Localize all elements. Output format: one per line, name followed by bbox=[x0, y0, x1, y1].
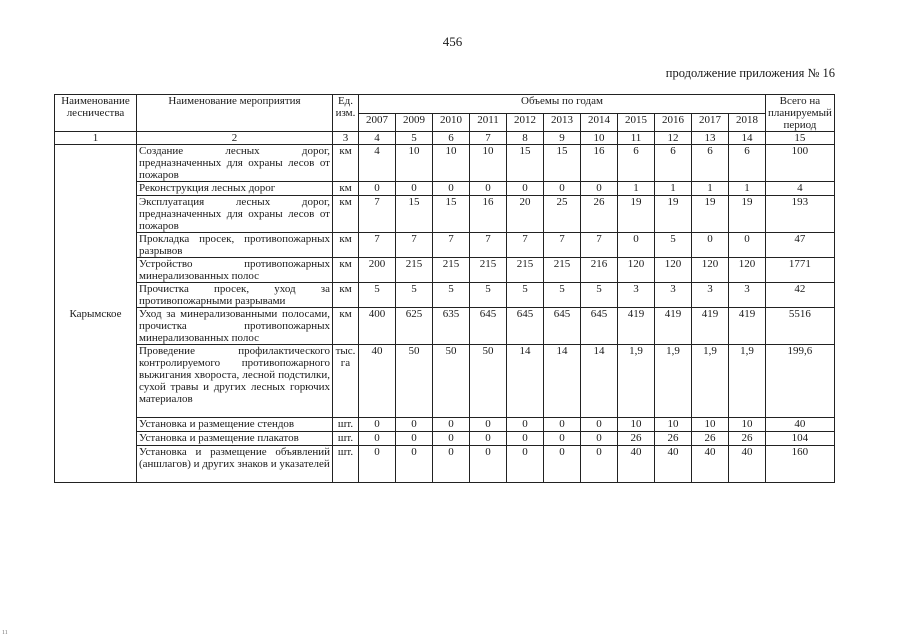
header-activity: Наименование мероприятия bbox=[137, 95, 333, 132]
volume-cell: 10 bbox=[618, 418, 655, 432]
volume-cell: 6 bbox=[618, 145, 655, 182]
appendix-note: продолжение приложения № 16 bbox=[665, 66, 835, 80]
unit-cell: км bbox=[333, 283, 359, 308]
volume-cell: 5 bbox=[433, 283, 470, 308]
column-number-cell: 8 bbox=[507, 132, 544, 145]
activity-name-cell: Устройство противопожарных минерализованных полос bbox=[137, 258, 333, 283]
activity-name-cell: Эксплуатация лесных дорог, предназначенных для охраны лесов от пожаров bbox=[137, 196, 333, 233]
header-row bbox=[55, 95, 835, 114]
volume-cell: 1,9 bbox=[655, 345, 692, 418]
volume-cell: 5 bbox=[396, 283, 433, 308]
volume-cell: 19 bbox=[655, 196, 692, 233]
volume-cell: 7 bbox=[581, 233, 618, 258]
table-row bbox=[55, 258, 835, 283]
volume-cell: 0 bbox=[396, 432, 433, 446]
volume-cell: 19 bbox=[692, 196, 729, 233]
activity-name-cell: Установка и размещение плакатов bbox=[137, 432, 333, 446]
volume-cell: 0 bbox=[433, 418, 470, 432]
volume-cell: 0 bbox=[544, 432, 581, 446]
unit-cell: км bbox=[333, 233, 359, 258]
table-row bbox=[55, 233, 835, 258]
volume-cell: 19 bbox=[729, 196, 766, 233]
volume-cell: 14 bbox=[544, 345, 581, 418]
year-header-cell: 2010 bbox=[433, 113, 470, 132]
volume-cell: 5 bbox=[507, 283, 544, 308]
volume-cell: 1,9 bbox=[618, 345, 655, 418]
volume-cell: 7 bbox=[359, 196, 396, 233]
volume-cell: 7 bbox=[433, 233, 470, 258]
volume-cell: 6 bbox=[692, 145, 729, 182]
volume-cell: 215 bbox=[396, 258, 433, 283]
table-row bbox=[55, 345, 835, 418]
volume-cell: 215 bbox=[433, 258, 470, 283]
unit-cell: км bbox=[333, 145, 359, 182]
volume-cell: 419 bbox=[655, 308, 692, 345]
unit-cell: км bbox=[333, 308, 359, 345]
volume-cell: 120 bbox=[618, 258, 655, 283]
volume-cell: 25 bbox=[544, 196, 581, 233]
volume-cell: 40 bbox=[729, 446, 766, 483]
total-cell: 4 bbox=[766, 182, 835, 196]
volume-cell: 0 bbox=[433, 446, 470, 483]
column-number-cell: 2 bbox=[137, 132, 333, 145]
volume-cell: 10 bbox=[396, 145, 433, 182]
volume-cell: 645 bbox=[470, 308, 507, 345]
volume-cell: 40 bbox=[655, 446, 692, 483]
column-number-cell: 1 bbox=[55, 132, 137, 145]
unit-cell: км bbox=[333, 258, 359, 283]
volume-cell: 5 bbox=[581, 283, 618, 308]
volume-cell: 50 bbox=[433, 345, 470, 418]
volume-cell: 0 bbox=[581, 432, 618, 446]
volume-cell: 0 bbox=[692, 233, 729, 258]
year-header-cell: 2009 bbox=[396, 113, 433, 132]
unit-cell: км bbox=[333, 196, 359, 233]
column-number-cell: 12 bbox=[655, 132, 692, 145]
column-number-cell: 4 bbox=[359, 132, 396, 145]
volume-cell: 0 bbox=[359, 432, 396, 446]
volume-cell: 40 bbox=[618, 446, 655, 483]
total-cell: 199,6 bbox=[766, 345, 835, 418]
volume-cell: 15 bbox=[544, 145, 581, 182]
volume-cell: 200 bbox=[359, 258, 396, 283]
volume-cell: 0 bbox=[581, 418, 618, 432]
column-number-cell: 7 bbox=[470, 132, 507, 145]
column-number-cell: 14 bbox=[729, 132, 766, 145]
header-forestry: Наименование лесничества bbox=[55, 95, 137, 132]
total-cell: 104 bbox=[766, 432, 835, 446]
column-number-row bbox=[55, 132, 835, 145]
volume-cell: 419 bbox=[618, 308, 655, 345]
volume-cell: 15 bbox=[433, 196, 470, 233]
volume-cell: 15 bbox=[507, 145, 544, 182]
volume-cell: 19 bbox=[618, 196, 655, 233]
year-header-cell: 2015 bbox=[618, 113, 655, 132]
column-number-cell: 9 bbox=[544, 132, 581, 145]
unit-cell: шт. bbox=[333, 418, 359, 432]
table-row bbox=[55, 446, 835, 483]
volume-cell: 7 bbox=[396, 233, 433, 258]
total-cell: 1771 bbox=[766, 258, 835, 283]
volume-cell: 5 bbox=[544, 283, 581, 308]
volume-cell: 0 bbox=[359, 446, 396, 483]
volume-cell: 1,9 bbox=[729, 345, 766, 418]
column-number-cell: 13 bbox=[692, 132, 729, 145]
volume-cell: 26 bbox=[655, 432, 692, 446]
volume-cell: 0 bbox=[729, 233, 766, 258]
activity-name-cell: Реконструкция лесных дорог bbox=[137, 182, 333, 196]
column-number-cell: 10 bbox=[581, 132, 618, 145]
volume-cell: 0 bbox=[618, 233, 655, 258]
year-header-cell: 2007 bbox=[359, 113, 396, 132]
volume-cell: 16 bbox=[581, 145, 618, 182]
year-header-cell: 2012 bbox=[507, 113, 544, 132]
table-row bbox=[55, 196, 835, 233]
volume-cell: 50 bbox=[470, 345, 507, 418]
volume-cell: 3 bbox=[655, 283, 692, 308]
volume-cell: 0 bbox=[433, 182, 470, 196]
volume-cell: 10 bbox=[433, 145, 470, 182]
volume-cell: 0 bbox=[359, 182, 396, 196]
volume-cell: 0 bbox=[433, 432, 470, 446]
unit-cell: шт. bbox=[333, 432, 359, 446]
volume-cell: 400 bbox=[359, 308, 396, 345]
volume-cell: 0 bbox=[507, 432, 544, 446]
table-row bbox=[55, 418, 835, 432]
volume-cell: 625 bbox=[396, 308, 433, 345]
table-row bbox=[55, 308, 835, 345]
volume-cell: 15 bbox=[396, 196, 433, 233]
year-header-cell: 2018 bbox=[729, 113, 766, 132]
volume-cell: 1,9 bbox=[692, 345, 729, 418]
volume-cell: 216 bbox=[581, 258, 618, 283]
volume-cell: 16 bbox=[470, 196, 507, 233]
year-header-cell: 2014 bbox=[581, 113, 618, 132]
total-cell: 47 bbox=[766, 233, 835, 258]
volume-cell: 215 bbox=[507, 258, 544, 283]
year-header-cell: 2016 bbox=[655, 113, 692, 132]
volume-cell: 3 bbox=[618, 283, 655, 308]
volume-cell: 6 bbox=[655, 145, 692, 182]
volume-cell: 1 bbox=[729, 182, 766, 196]
forestry-name-cell: Карымское bbox=[55, 145, 137, 483]
volume-cell: 215 bbox=[470, 258, 507, 283]
volume-cell: 635 bbox=[433, 308, 470, 345]
total-cell: 40 bbox=[766, 418, 835, 432]
activity-name-cell: Установка и размещение объявлений (аншлагов) и других знаков и указателей bbox=[137, 446, 333, 483]
volume-cell: 645 bbox=[507, 308, 544, 345]
volume-cell: 1 bbox=[618, 182, 655, 196]
volume-cell: 0 bbox=[581, 446, 618, 483]
column-number-cell: 15 bbox=[766, 132, 835, 145]
volume-cell: 5 bbox=[655, 233, 692, 258]
page-number: 456 bbox=[442, 34, 463, 49]
column-number-cell: 11 bbox=[618, 132, 655, 145]
header-volumes: Объемы по годам bbox=[359, 95, 766, 114]
volume-cell: 7 bbox=[470, 233, 507, 258]
volume-cell: 120 bbox=[655, 258, 692, 283]
volume-cell: 14 bbox=[581, 345, 618, 418]
volume-cell: 0 bbox=[507, 182, 544, 196]
total-cell: 193 bbox=[766, 196, 835, 233]
volume-cell: 7 bbox=[507, 233, 544, 258]
volume-cell: 3 bbox=[692, 283, 729, 308]
volume-cell: 419 bbox=[729, 308, 766, 345]
year-header-cell: 2013 bbox=[544, 113, 581, 132]
volume-cell: 215 bbox=[544, 258, 581, 283]
volume-cell: 0 bbox=[470, 182, 507, 196]
volume-cell: 0 bbox=[544, 418, 581, 432]
volume-cell: 26 bbox=[729, 432, 766, 446]
column-number-cell: 6 bbox=[433, 132, 470, 145]
volume-cell: 0 bbox=[470, 418, 507, 432]
activity-name-cell: Проведение профилактического контролируемого противопожарного выжигания хвороста, лесной подстилки, сухой травы и других лесных горючих материалов bbox=[137, 345, 333, 418]
volume-cell: 10 bbox=[729, 418, 766, 432]
volume-cell: 4 bbox=[359, 145, 396, 182]
volume-cell: 20 bbox=[507, 196, 544, 233]
volume-cell: 10 bbox=[655, 418, 692, 432]
header-unit: Ед. изм. bbox=[333, 95, 359, 132]
column-number-cell: 3 bbox=[333, 132, 359, 145]
unit-cell: шт. bbox=[333, 446, 359, 483]
volume-cell: 26 bbox=[692, 432, 729, 446]
volume-cell: 1 bbox=[692, 182, 729, 196]
volume-cell: 0 bbox=[507, 446, 544, 483]
table-row bbox=[55, 182, 835, 196]
volume-cell: 0 bbox=[470, 432, 507, 446]
volume-cell: 0 bbox=[544, 446, 581, 483]
volume-cell: 0 bbox=[544, 182, 581, 196]
unit-cell: тыс. га bbox=[333, 345, 359, 418]
volume-cell: 0 bbox=[396, 182, 433, 196]
volume-cell: 5 bbox=[359, 283, 396, 308]
volume-cell: 645 bbox=[581, 308, 618, 345]
activity-name-cell: Установка и размещение стендов bbox=[137, 418, 333, 432]
total-cell: 100 bbox=[766, 145, 835, 182]
volume-cell: 7 bbox=[544, 233, 581, 258]
volume-cell: 645 bbox=[544, 308, 581, 345]
volume-cell: 10 bbox=[692, 418, 729, 432]
year-header-cell: 2011 bbox=[470, 113, 507, 132]
volume-cell: 14 bbox=[507, 345, 544, 418]
activity-name-cell: Прокладка просек, противопожарных разрывов bbox=[137, 233, 333, 258]
volume-cell: 419 bbox=[692, 308, 729, 345]
volume-cell: 40 bbox=[692, 446, 729, 483]
unit-cell: км bbox=[333, 182, 359, 196]
volume-cell: 0 bbox=[581, 182, 618, 196]
column-number-cell: 5 bbox=[396, 132, 433, 145]
volume-cell: 0 bbox=[359, 418, 396, 432]
volume-cell: 0 bbox=[470, 446, 507, 483]
forest-measures-table bbox=[54, 94, 835, 483]
volume-cell: 26 bbox=[581, 196, 618, 233]
total-cell: 42 bbox=[766, 283, 835, 308]
volume-cell: 10 bbox=[470, 145, 507, 182]
header-total: Всего на планируемый период bbox=[766, 95, 835, 132]
activity-name-cell: Уход за минерализованными полосами, прочистка противопожарных минерализованных полос bbox=[137, 308, 333, 345]
table-row bbox=[55, 432, 835, 446]
table-row bbox=[55, 283, 835, 308]
scan-mark: 11 bbox=[2, 630, 8, 636]
volume-cell: 0 bbox=[396, 418, 433, 432]
volume-cell: 26 bbox=[618, 432, 655, 446]
volume-cell: 5 bbox=[470, 283, 507, 308]
volume-cell: 120 bbox=[692, 258, 729, 283]
total-cell: 160 bbox=[766, 446, 835, 483]
year-header-cell: 2017 bbox=[692, 113, 729, 132]
table-row bbox=[55, 145, 835, 182]
volume-cell: 3 bbox=[729, 283, 766, 308]
total-cell: 5516 bbox=[766, 308, 835, 345]
volume-cell: 7 bbox=[359, 233, 396, 258]
activity-name-cell: Прочистка просек, уход за противопожарными разрывами bbox=[137, 283, 333, 308]
volume-cell: 6 bbox=[729, 145, 766, 182]
volume-cell: 0 bbox=[507, 418, 544, 432]
volume-cell: 50 bbox=[396, 345, 433, 418]
volume-cell: 120 bbox=[729, 258, 766, 283]
volume-cell: 40 bbox=[359, 345, 396, 418]
volume-cell: 1 bbox=[655, 182, 692, 196]
activity-name-cell: Создание лесных дорог, предназначенных для охраны лесов от пожаров bbox=[137, 145, 333, 182]
volume-cell: 0 bbox=[396, 446, 433, 483]
